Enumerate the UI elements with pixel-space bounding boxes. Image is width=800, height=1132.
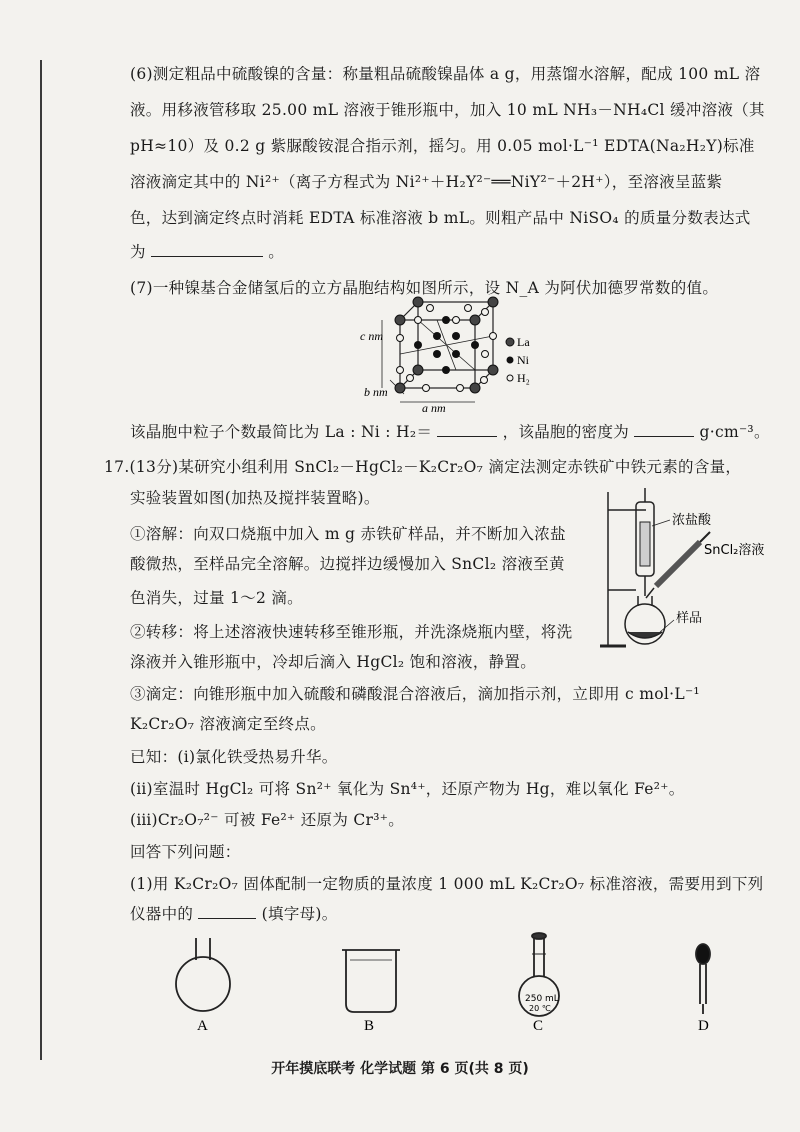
ni-atom: [442, 366, 450, 374]
h2-molecule: [423, 385, 430, 392]
ni-atom: [471, 341, 479, 349]
label-instrument-b: B: [364, 1018, 375, 1034]
q17-line-1: 17.(13分)某研究小组利用 SnCl₂－HgCl₂－K₂Cr₂O₇ 滴定法测定赤铁矿中铁元素的含量，: [104, 458, 742, 476]
q17-sub1-line-1: (1)用 K₂Cr₂O₇ 固体配制一定物质的量浓度 1 000 mL K₂Cr₂O₇ 标准溶液，需要用到下列: [130, 875, 764, 893]
h2-molecule: [415, 317, 422, 324]
q17-known-3: (ⅲ)Cr₂O₇²⁻ 可被 Fe²⁺ 还原为 Cr³⁺。: [130, 811, 405, 829]
label-instrument-d: D: [698, 1018, 709, 1034]
label-instrument-c: C: [533, 1018, 544, 1034]
ni-atom: [452, 350, 460, 358]
la-atom: [488, 297, 498, 307]
margin-line: [40, 60, 42, 1060]
q7-answer-prefix: 该晶胞中粒子个数最简比为 La : Ni : H₂＝: [130, 423, 433, 441]
q7-density-blank[interactable]: [634, 420, 694, 437]
h2-molecule: [453, 317, 460, 324]
q17-known-1: 已知：(ⅰ)氯化铁受热易升华。: [130, 748, 338, 766]
ni-atom: [442, 316, 450, 324]
q17-step2-line-1: ②转移：将上述溶液快速转移至锥形瓶，并洗涤烧瓶内壁，将洗: [130, 623, 573, 641]
instruments-figure: [160, 930, 760, 1040]
q17-answer-prompt: 回答下列问题：: [130, 843, 241, 861]
page-footer: 开年摸底联考 化学试题 第 6 页(共 8 页): [271, 1061, 529, 1077]
ni-atom: [414, 341, 422, 349]
ni-atom: [452, 332, 460, 340]
label-sncl2-solution: SnCl₂溶液: [704, 543, 765, 558]
label-instrument-a: A: [197, 1018, 208, 1034]
h2-molecule: [465, 305, 472, 312]
h2-molecule: [457, 385, 464, 392]
hcl-liquid: [640, 522, 650, 566]
h2-molecule: [490, 333, 497, 340]
h2-molecule: [407, 375, 414, 382]
label-b-nm: b nm: [364, 385, 388, 399]
h2-molecule: [482, 351, 489, 358]
q17-step1-line-3: 色消失，过量 1～2 滴。: [130, 589, 303, 607]
q7-answer-suffix: g·cm⁻³。: [699, 423, 770, 441]
q17-step3-line-1: ③滴定：向锥形瓶中加入硫酸和磷酸混合溶液后，滴加指示剂，立即用 c mol·L⁻¹: [130, 685, 700, 703]
q6-line-2: 液。用移液管移取 25.00 mL 溶液于锥形瓶中，加入 10 mL NH₃－NH₄Cl 缓冲溶液（其: [130, 101, 765, 119]
q7-ratio-blank[interactable]: [437, 420, 497, 437]
q17-line-2: 实验装置如图(加热及搅拌装置略)。: [130, 489, 380, 507]
legend-h2-symbol: [507, 375, 513, 381]
la-atom: [488, 365, 498, 375]
ni-atom: [433, 332, 441, 340]
flask-sample: [628, 632, 662, 638]
apparatus-figure: [596, 482, 790, 654]
h2-molecule: [427, 305, 434, 312]
la-atom: [395, 383, 405, 393]
legend-h2-label: H₂: [517, 371, 530, 385]
label-c-nm: c nm: [360, 329, 383, 343]
legend-la-symbol: [506, 338, 514, 346]
q6-line-5: 色，达到滴定终点时消耗 EDTA 标准溶液 b mL。则粗产品中 NiSO₄ 的质量分数表达式: [130, 209, 751, 227]
la-atom: [413, 297, 423, 307]
label-a-nm: a nm: [422, 401, 446, 415]
la-atom: [413, 365, 423, 375]
legend-ni-label: Ni: [517, 353, 529, 367]
legend-ni-symbol: [507, 357, 514, 364]
label-conc-hcl: 浓盐酸: [672, 513, 712, 528]
q17-sub1-line-2: [130, 902, 770, 926]
q6-line-1: (6)测定粗品中硫酸镍的含量：称量粗品硫酸镍晶体 a g，用蒸馏水溶解，配成 100 mL 溶: [130, 65, 761, 83]
flask-volume-mark: 250 mL: [525, 994, 559, 1004]
q17-sub1-suffix: (填字母)。: [261, 905, 338, 923]
instrument-d-dropper: [696, 944, 710, 1014]
q6-line-6: [130, 240, 770, 264]
q6-line-4: 溶液滴定其中的 Ni²⁺（离子方程式为 Ni²⁺＋H₂Y²⁻══NiY²⁻＋2H⁺），至溶液呈蓝紫: [130, 173, 723, 191]
q6-answer-blank[interactable]: [151, 240, 263, 257]
legend-la-label: La: [517, 335, 530, 349]
h2-molecule: [397, 367, 404, 374]
q7-line-1: (7)一种镍基合金储氢后的立方晶胞结构如图所示，设 N_A 为阿伏加德罗常数的值。: [130, 279, 719, 297]
cell-edges: [400, 302, 493, 388]
q17-step3-line-2: K₂Cr₂O₇ 溶液滴定至终点。: [130, 715, 326, 733]
crystal-cell-figure: [360, 290, 540, 415]
instrument-b-beaker: [342, 950, 400, 1012]
instrument-a-round-flask: [176, 938, 230, 1011]
h2-molecule: [482, 309, 489, 316]
q6-line-3: pH≈10）及 0.2 g 紫脲酸铵混合指示剂，摇匀。用 0.05 mol·L⁻¹ EDTA(Na₂H₂Y)标准: [130, 137, 755, 155]
q6-answer-suffix: 。: [268, 243, 285, 261]
q17-known-2: (ⅱ)室温时 HgCl₂ 可将 Sn²⁺ 氧化为 Sn⁴⁺，还原产物为 Hg，难以氧化 Fe²⁺。: [130, 780, 685, 798]
pointer-sample: [660, 620, 674, 632]
h2-molecule: [481, 377, 488, 384]
la-atom: [395, 315, 405, 325]
q17-step1-line-1: ①溶解：向双口烧瓶中加入 m g 赤铁矿样品，并不断加入浓盐: [130, 525, 566, 543]
flask-temperature-mark: 20 ℃: [529, 1004, 551, 1013]
q6-answer-prefix: 为: [130, 243, 146, 261]
label-sample: 样品: [676, 611, 703, 626]
q17-sub1-prefix: 仪器中的: [130, 905, 194, 923]
la-atom: [470, 383, 480, 393]
q17-step2-line-2: 涤液并入锥形瓶中，冷却后滴入 HgCl₂ 饱和溶液，静置。: [130, 653, 537, 671]
la-atom: [470, 315, 480, 325]
q17-sub1-answer-blank[interactable]: [198, 902, 256, 919]
q17-step1-line-2: 酸微热，至样品完全溶解。边搅拌边缓慢加入 SnCl₂ 溶液至黄: [130, 555, 565, 573]
q7-answer-mid: ，该晶胞的密度为: [502, 423, 630, 441]
q7-answer-line: [130, 420, 770, 444]
syringe-plunger: [700, 532, 710, 542]
h2-molecule: [397, 335, 404, 342]
syringe-barrel: [656, 542, 700, 586]
syringe-needle: [646, 588, 654, 598]
ni-atom: [433, 350, 441, 358]
